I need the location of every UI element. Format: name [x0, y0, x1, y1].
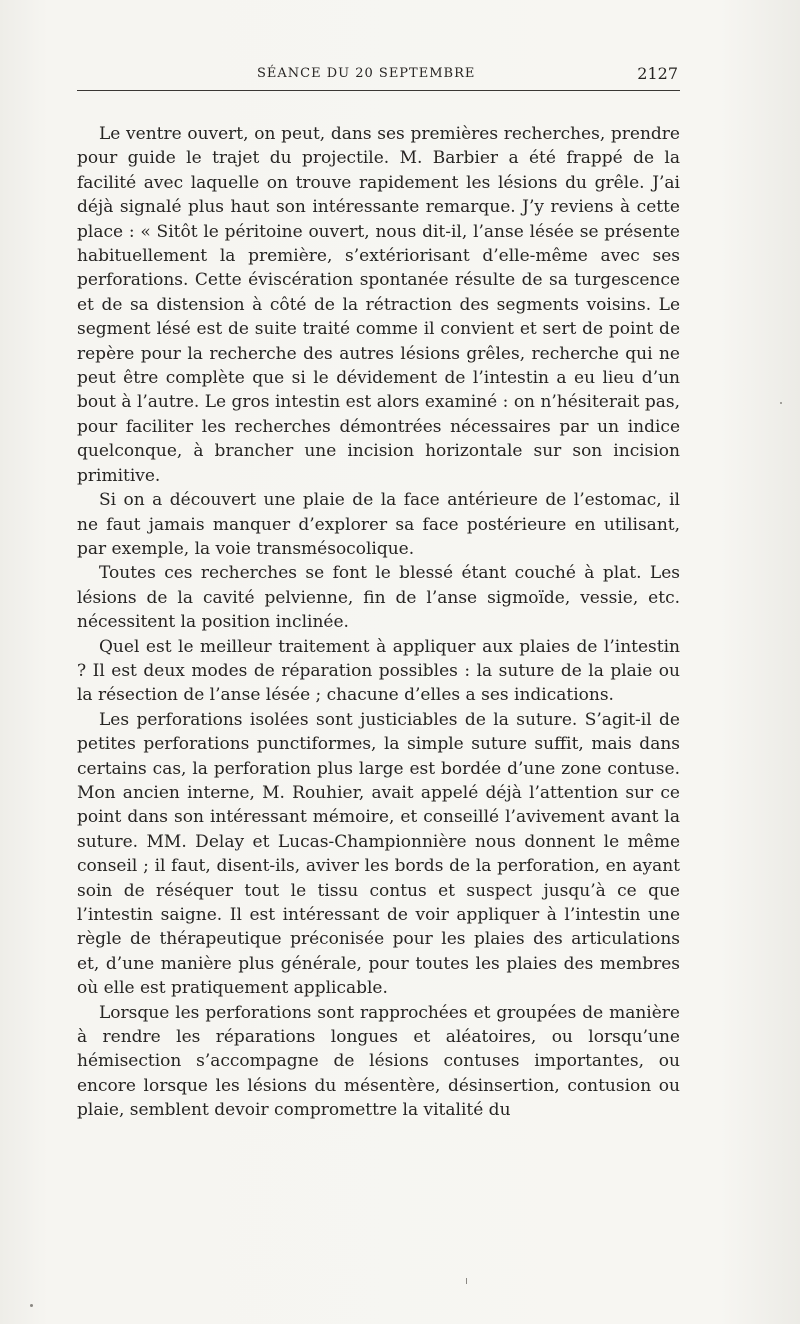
paragraph: Lorsque les perforations sont rapprochées et groupées de manière à rendre les réparations longues et aléatoires, ou lorsqu’une hémisection s’accompagne de lésions contuses importantes, ou encore lorsque les lésions du mésentère, désinsertion, contusion ou plaie, semblent devoir compromettre la vitalité du	[77, 1002, 680, 1121]
paper-speck	[780, 402, 782, 404]
paper-speck	[466, 1278, 467, 1284]
page-number: 2127	[637, 64, 678, 83]
paragraph: Toutes ces recherches se font le blessé étant couché à plat. Les lésions de la cavité pelvienne, fin de l’anse sigmoïde, vessie, etc. nécessitent la position inclinée.	[77, 563, 680, 633]
body-text	[77, 122, 680, 1123]
paragraph: Le ventre ouvert, on peut, dans ses premières recherches, prendre pour guide le trajet du projectile. M. Barbier a été frappé de la facilité avec laquelle on trouve rapidement les lésions du grêle. J’ai déjà signalé plus haut son intéressante remarque. J’y reviens à cette place : « Sitôt le péritoine ouvert, nous dit-il, l’anse lésée se présente habituellement la première, s’extériorisant d’elle-même avec ses perforations. Cette éviscération spontanée résulte de sa turgescence et de sa distension à côté de la rétraction des segments voisins. Le segment lésé est de suite traité comme il convient et sert de point de repère pour la recherche des autres lésions grêles, recherche qui ne peut être complète que si le dévidement de l’intestin a eu lieu d’un bout à l’autre. Le gros intestin est alors examiné : on n’hésiterait pas, pour faciliter les recherches démontrées nécessaires par un indice quelconque, à brancher une incision horizontale sur son incision primitive.	[77, 124, 680, 486]
paper-speck	[30, 1304, 33, 1307]
paragraph: Si on a découvert une plaie de la face antérieure de l’estomac, il ne faut jamais manquer d’explorer sa face postérieure en utilisant, par exemple, la voie transmésocolique.	[77, 490, 680, 559]
paragraph: Les perforations isolées sont justiciables de la suture. S’agit-il de petites perforations punctiformes, la simple suture suffit, mais dans certains cas, la perforation plus large est bordée d’une zone contuse. Mon ancien interne, M. Rouhier, avait appelé déjà l’attention sur ce point dans son intéressant mémoire, et conseillé l’avivement avant la suture. MM. Delay et Lucas-Championnière nous donnent le même conseil ; il faut, disent-ils, aviver les bords de la perforation, en ayant soin de réséquer tout le tissu contus et suspect jusqu’à ce que l’intestin saigne. Il est intéressant de voir appliquer à l’intestin une règle de thérapeutique préconisée pour les plaies des articulations et, d’une manière plus générale, pour toutes les plaies des membres où elle est pratiquement applicable.	[77, 709, 680, 999]
running-title: SÉANCE DU 20 SEPTEMBRE	[257, 66, 476, 81]
paragraph: Quel est le meilleur traitement à appliquer aux plaies de l’intestin ? Il est deux modes de réparation possibles : la suture de la plaie ou la résection de l’anse lésée ; chacune d’elles a ses indications.	[77, 636, 680, 706]
page-header	[77, 64, 680, 91]
